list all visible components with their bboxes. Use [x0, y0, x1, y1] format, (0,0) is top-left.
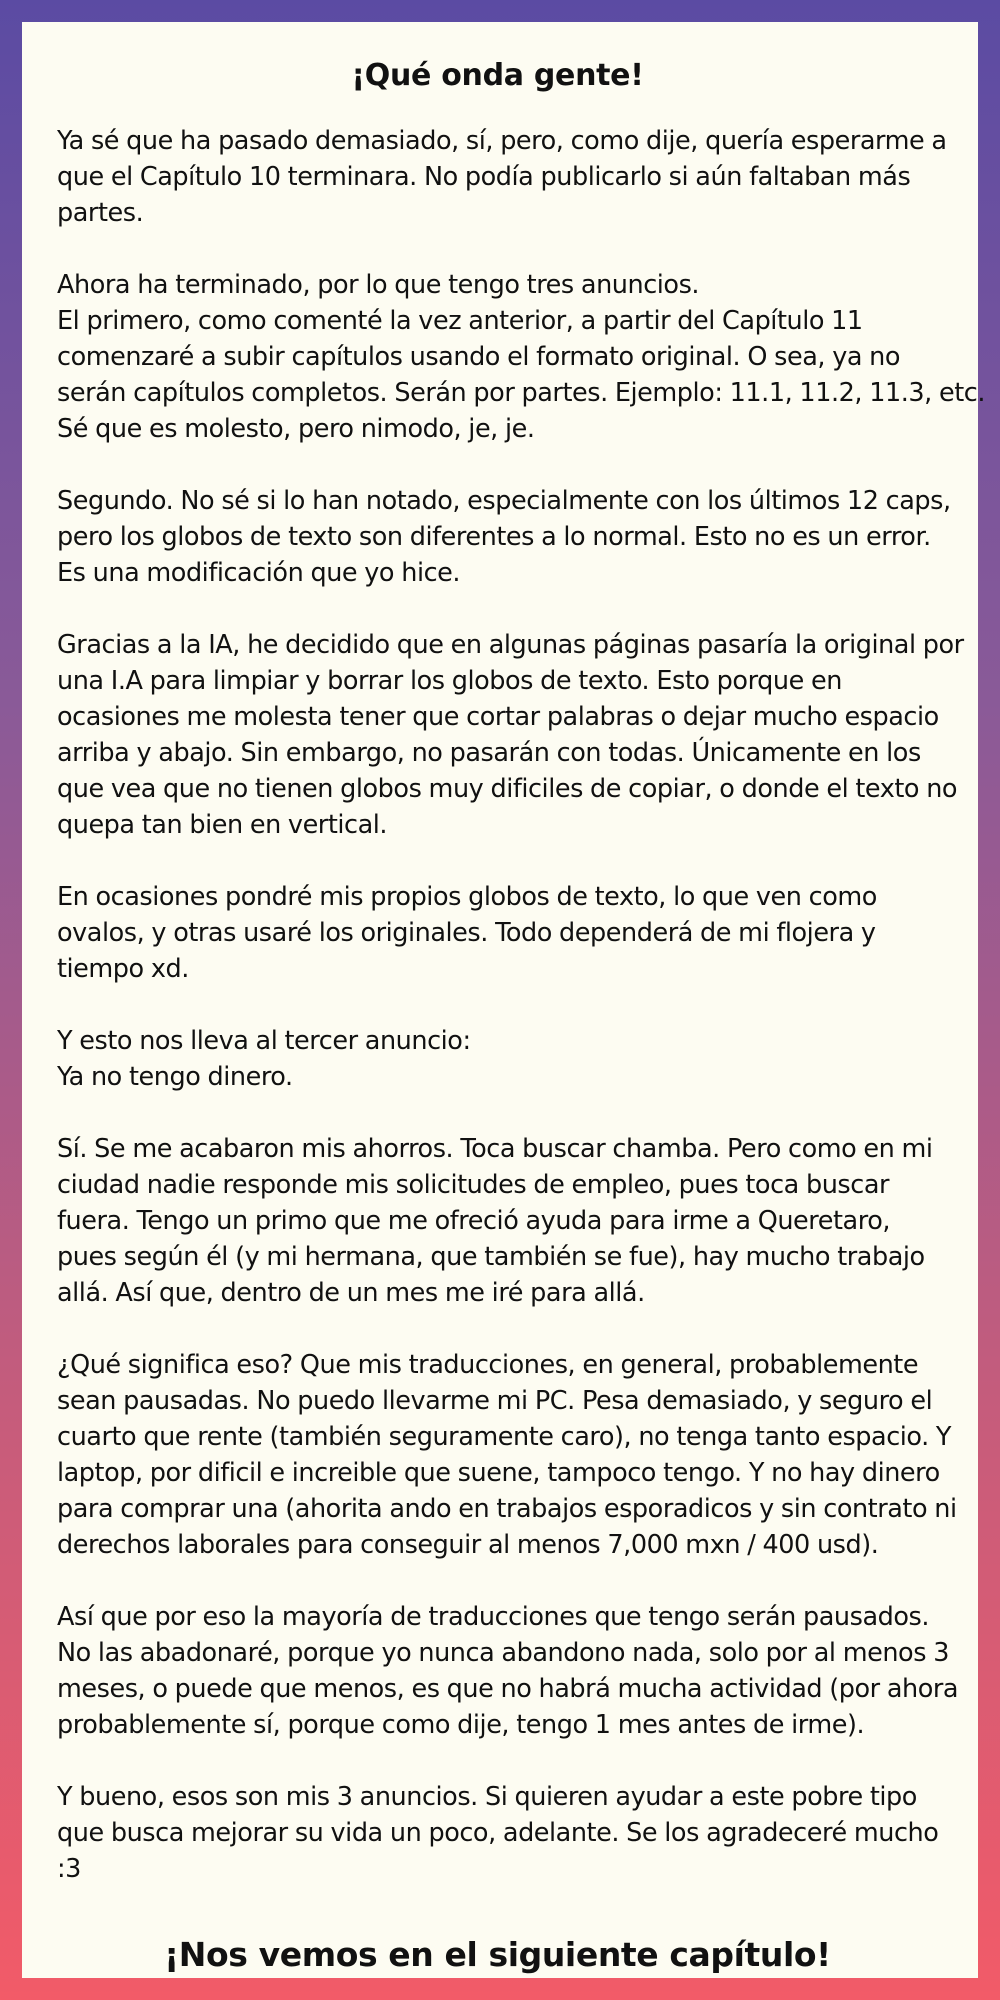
paragraph [57, 267, 986, 447]
text-line: que el Capítulo 10 terminara. No podía publicarlo si aún faltaban más [57, 162, 911, 192]
text-line: laptop, por dificil e increible que suene, tampoco tengo. Y no hay dinero [57, 1458, 940, 1488]
text-line: partes. [57, 198, 144, 228]
text-line: ciudad nadie responde mis solicitudes de empleo, pues toca buscar [57, 1170, 890, 1200]
text-line: :3 [57, 1854, 81, 1884]
text-line: Segundo. No sé si lo han notado, especialmente con los últimos 12 caps, [57, 486, 951, 516]
text-line: que vea que no tienen globos muy dificiles de copiar, o donde el texto no [57, 774, 958, 804]
text-line: Y bueno, esos son mis 3 anuncios. Si quieren ayudar a este pobre tipo [57, 1782, 917, 1812]
text-line: una I.A para limpiar y borrar los globos de texto. Esto porque en [57, 666, 842, 696]
text-line: allá. Así que, dentro de un mes me iré para allá. [57, 1278, 645, 1308]
text-line: Es una modificación que yo hice. [57, 558, 461, 588]
greeting-heading: ¡Qué onda gente! [351, 58, 644, 93]
text-line: tiempo xd. [57, 954, 189, 984]
text-line: para comprar una (ahorita ando en trabajos esporadicos y sin contrato ni [57, 1494, 957, 1524]
text-line: arriba y abajo. Sin embargo, no pasarán con todas. Únicamente en los [57, 738, 921, 768]
text-line: sean pausadas. No puedo llevarme mi PC. Pesa demasiado, y seguro el [57, 1386, 933, 1416]
paragraph [57, 627, 964, 843]
text-line: ¿Qué significa eso? Que mis traducciones, en general, probablemente [57, 1350, 919, 1380]
paragraph [57, 1131, 938, 1311]
text-line: En ocasiones pondré mis propios globos de texto, lo que ven como [57, 882, 877, 912]
text-line: Gracias a la IA, he decidido que en algunas páginas pasaría la original por [57, 630, 964, 660]
text-line: meses, o puede que menos, es que no habrá mucha actividad (por ahora [57, 1674, 959, 1704]
text-line: Sé que es molesto, pero nimodo, je, je. [57, 414, 535, 444]
text-line: pero los globos de texto son diferentes a lo normal. Esto no es un error. [57, 522, 931, 552]
text-line: ocasiones me molesta tener que cortar palabras o dejar mucho espacio [57, 702, 939, 732]
paragraph [57, 1023, 938, 1095]
paragraph [57, 879, 938, 987]
text-line: No las abadonaré, porque yo nunca abandono nada, solo por al menos 3 [57, 1638, 949, 1668]
text-line: Y esto nos lleva al tercer anuncio: [57, 1026, 471, 1056]
paragraph [57, 1599, 959, 1743]
text-line: comenzaré a subir capítulos usando el formato original. O sea, ya no [57, 342, 901, 372]
text-line: Así que por eso la mayoría de traducciones que tengo serán pausados. [57, 1602, 930, 1632]
text-line: Sí. Se me acabaron mis ahorros. Toca buscar chamba. Pero como en mi [57, 1134, 933, 1164]
paragraph [57, 483, 951, 591]
text-line: pues según él (y mi hermana, que también se fue), hay mucho trabajo [57, 1242, 925, 1272]
closing-heading: ¡Nos vemos en el siguiente capítulo! [164, 1935, 831, 1974]
text-line: Ya sé que ha pasado demasiado, sí, pero, como dije, quería esperarme a [57, 126, 947, 156]
paragraph [57, 1347, 957, 1563]
text-line: que busca mejorar su vida un poco, adelante. Se los agradeceré mucho [57, 1818, 939, 1848]
text-line: El primero, como comenté la vez anterior, a partir del Capítulo 11 [57, 306, 863, 336]
text-line: probablemente sí, porque como dije, tengo 1 mes antes de irme). [57, 1710, 865, 1740]
text-line: Ahora ha terminado, por lo que tengo tres anuncios. [57, 270, 700, 300]
text-line: fuera. Tengo un primo que me ofreció ayuda para irme a Queretaro, [57, 1206, 890, 1236]
paragraph [57, 1779, 938, 1887]
announcement-card [22, 22, 986, 1978]
paragraph [57, 123, 947, 231]
text-line: ovalos, y otras usaré los originales. Todo dependerá de mi flojera y [57, 918, 876, 948]
text-line: Ya no tengo dinero. [57, 1062, 293, 1092]
text-line: cuarto que rente (también seguramente caro), no tenga tanto espacio. Y [57, 1422, 952, 1452]
text-line: serán capítulos completos. Serán por partes. Ejemplo: 11.1, 11.2, 11.3, etc. [57, 378, 986, 408]
text-line: quepa tan bien en vertical. [57, 810, 388, 840]
text-line: derechos laborales para conseguir al menos 7,000 mxn / 400 usd). [57, 1530, 879, 1560]
